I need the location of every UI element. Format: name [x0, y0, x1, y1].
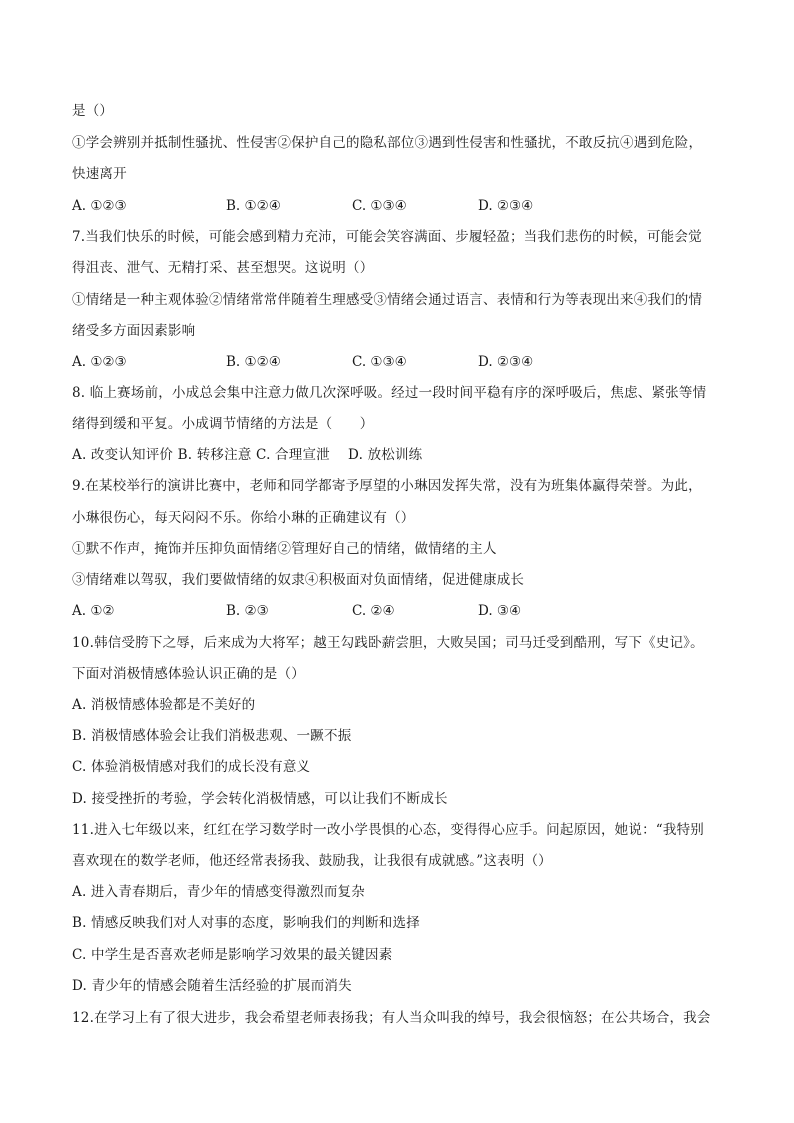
q8-options: A. 改变认知评价 B. 转移注意 C. 合理宣泄 D. 放松训练 — [72, 447, 423, 463]
q10-stem-line-1: 10.韩信受胯下之辱，后来成为大将军；越王勾践卧薪尝胆，大败吴国；司马迁受到酷刑，写下《史记》。 — [72, 635, 704, 651]
q8-stem-line-2: 绪得到缓和平复。小成调节情绪的方法是（ ） — [72, 416, 374, 432]
q9-statements-line-2: ③情绪难以驾驭，我们要做情绪的奴隶④积极面对负面情绪，促进健康成长 — [72, 572, 525, 588]
q12-stem-line-1: 12.在学习上有了很大进步，我会希望老师表扬我；有人当众叫我的绰号，我会很恼怒；在公共场合，我会 — [72, 1010, 711, 1026]
q6-statements-line-2: 快速离开 — [72, 166, 127, 182]
q7-option-d: D. ②③④ — [478, 354, 534, 370]
q7-option-b: B. ①②④ — [226, 354, 281, 370]
q6-option-d: D. ②③④ — [478, 198, 534, 214]
q9-option-c: C. ②④ — [352, 603, 395, 619]
q7-statements-line-1: ①情绪是一种主观体验②情绪常常伴随着生理感受③情绪会通过语言、表情和行为等表现出来④我们的情 — [72, 292, 703, 308]
q11-option-b: B. 情感反映我们对人对事的态度，影响我们的判断和选择 — [72, 915, 420, 931]
q6-statements-line-1: ①学会辨别并抵制性骚扰、性侵害②保护自己的隐私部位③遇到性侵害和性骚扰，不敢反抗④遇到危险， — [72, 135, 703, 151]
q8-stem-line-1: 8. 临上赛场前，小成总会集中注意力做几次深呼吸。经过一段时间平稳有序的深呼吸后，焦虑、紧张等情 — [72, 385, 707, 401]
q9-statements-line-1: ①默不作声，掩饰并压抑负面情绪②管理好自己的情绪，做情绪的主人 — [72, 541, 497, 557]
q6-option-a: A. ①②③ — [72, 198, 127, 214]
q6-option-b: B. ①②④ — [226, 198, 281, 214]
q9-option-a: A. ①② — [72, 603, 115, 619]
q7-stem-line-2: 得沮丧、泄气、无精打采、甚至想哭。这说明（） — [72, 260, 374, 276]
q9-option-d: D. ③④ — [478, 603, 522, 619]
q7-stem-line-1: 7.当我们快乐的时候，可能会感到精力充沛，可能会笑容满面、步履轻盈；当我们悲伤的时候，可能会觉 — [72, 229, 702, 245]
q11-option-c: C. 中学生是否喜欢老师是影响学习效果的最关键因素 — [72, 947, 393, 963]
q10-option-c: C. 体验消极情感对我们的成长没有意义 — [72, 759, 311, 775]
q10-option-d: D. 接受挫折的考验，学会转化消极情感，可以让我们不断成长 — [72, 791, 448, 807]
q11-stem-line-1: 11.进入七年级以来，红红在学习数学时一改小学畏惧的心态，变得得心应手。问起原因，她说：“我特别 — [72, 822, 704, 838]
q7-option-a: A. ①②③ — [72, 354, 127, 370]
q10-option-b: B. 消极情感体验会让我们消极悲观、一蹶不振 — [72, 728, 352, 744]
q6-stem-end: 是（） — [72, 103, 114, 119]
q7-statements-line-2: 绪受多方面因素影响 — [72, 323, 196, 339]
q11-option-d: D. 青少年的情感会随着生活经验的扩展而消失 — [72, 978, 352, 994]
q7-option-c: C. ①③④ — [352, 354, 407, 370]
q9-stem-line-1: 9.在某校举行的演讲比赛中，老师和同学都寄予厚望的小琳因发挥失常，没有为班集体赢得荣誉。为此， — [72, 478, 702, 494]
q9-stem-line-2: 小琳很伤心，每天闷闷不乐。你给小琳的正确建议有（） — [72, 510, 415, 526]
q10-stem-line-2: 下面对消极情感体验认识正确的是（） — [72, 666, 305, 682]
q11-stem-line-2: 喜欢现在的数学老师，他还经常表扬我、鼓励我，让我很有成就感。”这表明（） — [72, 853, 552, 869]
q6-option-c: C. ①③④ — [352, 198, 407, 214]
q9-option-b: B. ②③ — [226, 603, 269, 619]
q10-option-a: A. 消极情感体验都是不美好的 — [72, 697, 256, 713]
q11-option-a: A. 进入青春期后，青少年的情感变得激烈而复杂 — [72, 884, 365, 900]
